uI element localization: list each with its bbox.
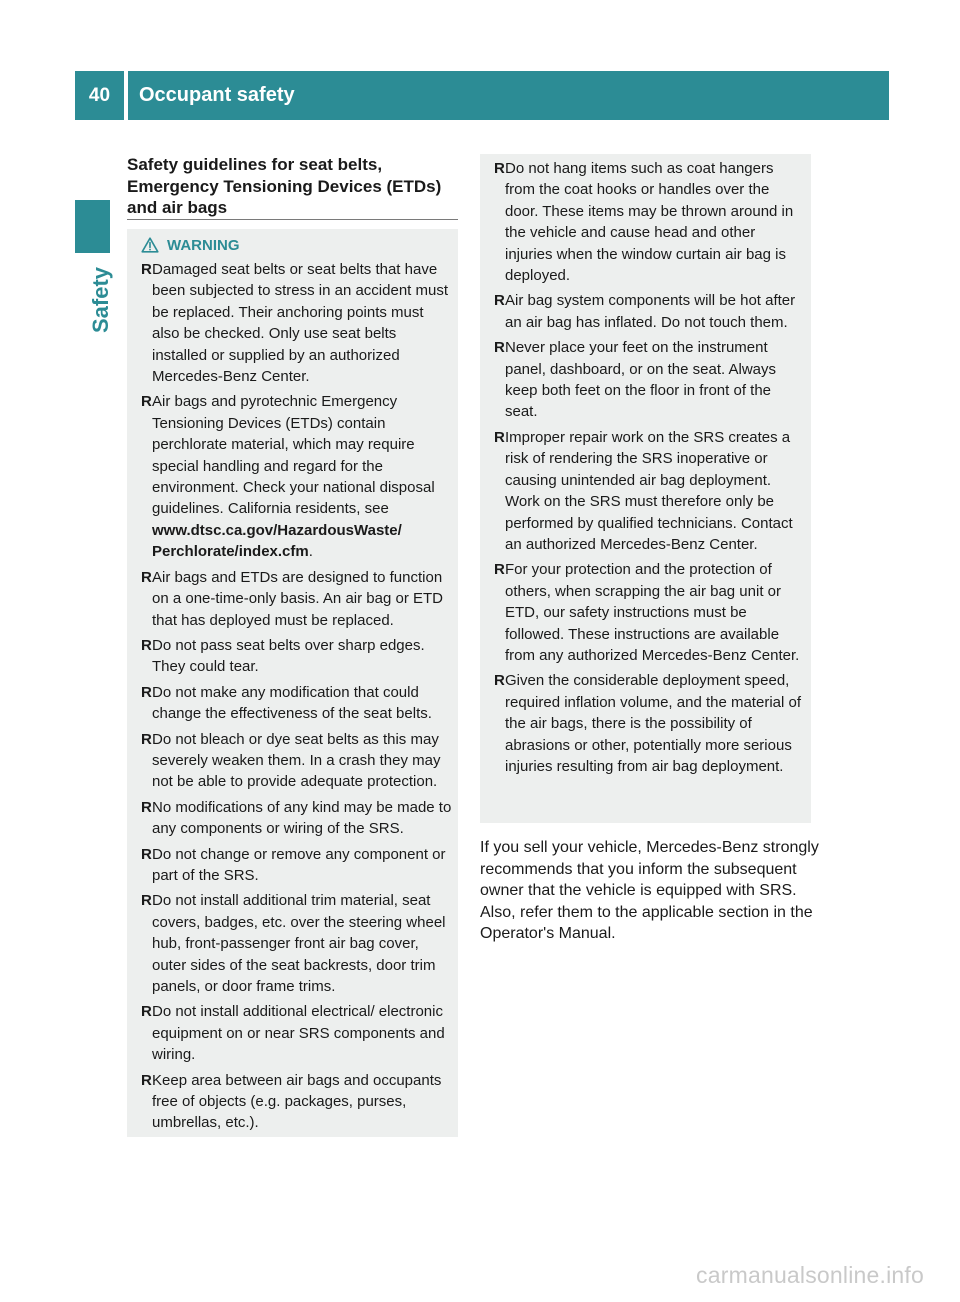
- list-item: [141, 635, 453, 678]
- page-number: 40: [88, 84, 111, 106]
- list-item-text: Improper repair work on the SRS creates a risk of rendering the SRS inoperative or causing unintended air bag deployment. Work on the SRS must therefore only be performed by qualified technicians. Contact an authorized Mercedes-Benz Center.: [505, 428, 793, 553]
- warning-triangle-icon: [141, 237, 159, 253]
- bullet-marker: R: [141, 683, 152, 701]
- bullet-marker: R: [141, 636, 152, 654]
- bullet-marker: R: [141, 261, 152, 278]
- section-title: [127, 154, 458, 219]
- bullet-marker: R: [494, 561, 505, 579]
- list-item: [141, 567, 453, 631]
- watermark: carmanualsonline.info: [696, 1262, 924, 1288]
- list-item-text: Do not make any modification that could change the effectiveness of the seat belts.: [152, 683, 432, 723]
- list-item: [141, 797, 453, 840]
- warning-list-continued: [494, 158, 806, 781]
- bullet-marker: R: [141, 845, 152, 863]
- list-item: [494, 290, 806, 333]
- section-title-line: and air bags: [127, 198, 228, 217]
- list-item: [141, 682, 453, 725]
- title-divider: [127, 219, 458, 220]
- side-tab-label: Safety: [88, 266, 113, 334]
- list-item: [494, 427, 806, 555]
- list-item-suffix: .: [308, 543, 313, 561]
- list-item-text: Do not install additional electrical/ electronic equipment on or near SRS components and wiring.: [152, 1003, 445, 1064]
- section-title-line: Safety guidelines for seat belts,: [127, 155, 383, 174]
- bullet-marker: R: [494, 292, 505, 310]
- bullet-marker: R: [494, 428, 505, 446]
- list-item: [494, 670, 806, 777]
- side-tab-marker: [75, 200, 110, 253]
- list-item: [141, 259, 453, 387]
- bullet-marker: R: [141, 1071, 152, 1089]
- list-item-text: No modifications of any kind may be made to any components or wiring of the SRS.: [152, 798, 452, 838]
- list-item-text: Air bags and ETDs are designed to function on a one-time-only basis. An air bag or ETD that has deployed must be replaced.: [152, 568, 443, 629]
- header-divider: [124, 71, 128, 120]
- list-item-text: Damaged seat belts or seat belts that have been subjected to stress in an accident must be replaced. Their anchoring points must also be checked. Only use seat belts installed or supplied by an authorized Mercedes-Benz Center.: [152, 261, 449, 386]
- list-item-text: Air bags and pyrotechnic Emergency Tensioning Devices (ETDs) contain perchlorate material, which may require special handling and regard for the environment. Check your national disposal guidelines. California residents, see: [152, 393, 435, 518]
- list-item: [494, 559, 806, 666]
- body-paragraph: If you sell your vehicle, Mercedes-Benz strongly recommends that you inform the subsequent owner that the vehicle is equipped with SRS. Also, refer them to the applicable section in the Operator's Manual.: [480, 839, 819, 943]
- bullet-marker: R: [494, 339, 505, 357]
- list-item-text: For your protection and the protection of others, when scrapping the air bag unit or ETD, our safety instructions must be followed. These instructions are available from any authorized Mercedes-Benz Center.: [505, 561, 800, 664]
- warning-heading: [141, 234, 240, 256]
- bullet-marker: R: [141, 393, 152, 411]
- list-item: [141, 391, 453, 562]
- warning-label: WARNING: [167, 236, 240, 254]
- bullet-marker: R: [141, 798, 152, 816]
- list-item-text: Do not pass seat belts over sharp edges. They could tear.: [152, 636, 425, 676]
- list-item-text: Air bag system components will be hot after an air bag has inflated. Do not touch them.: [505, 292, 796, 331]
- list-item-text: Do not bleach or dye seat belts as this may severely weaken them. In a crash they may not be able to provide adequate protection.: [152, 730, 441, 791]
- list-item: [141, 1001, 453, 1065]
- list-item: [494, 337, 806, 423]
- list-item: [141, 1070, 453, 1134]
- list-item: [141, 890, 453, 997]
- warning-list: [141, 259, 453, 1138]
- list-item: [494, 158, 806, 286]
- bullet-marker: R: [141, 892, 152, 910]
- bullet-marker: R: [494, 160, 505, 177]
- list-item-text: Do not hang items such as coat hangers from the coat hooks or handles over the door. These items may be thrown around in the vehicle and cause head and other injuries when the window curtain air bag is deployed.: [505, 160, 794, 285]
- chapter-title: Occupant safety: [139, 84, 295, 106]
- bullet-marker: R: [494, 672, 505, 690]
- list-item-text: Do not install additional trim material, seat covers, badges, etc. over the steering wheel hub, front-passenger front air bag cover, outer sides of the seat backrests, door trim panels, or door frame trims.: [152, 892, 446, 995]
- list-item-text: Never place your feet on the instrument panel, dashboard, or on the seat. Always keep both feet on the floor in front of the seat.: [505, 339, 777, 421]
- section-title-line: Emergency Tensioning Devices (ETDs): [127, 176, 442, 196]
- bullet-marker: R: [141, 1003, 152, 1021]
- bullet-marker: R: [141, 730, 152, 748]
- list-item-text: Given the considerable deployment speed, required inflation volume, and the material of the air bags, there is the possibility of abrasions or other, potentially more serious injuries resulting from air bag deployment.: [505, 672, 802, 775]
- list-item: [141, 729, 453, 793]
- reference-url: www.dtsc.ca.gov/HazardousWaste/ Perchlorate/index.cfm: [152, 521, 402, 561]
- list-item-text: Keep area between air bags and occupants free of objects (e.g. packages, purses, umbrellas, etc.).: [152, 1071, 442, 1132]
- list-item: [141, 844, 453, 887]
- bullet-marker: R: [141, 568, 152, 586]
- list-item-text: Do not change or remove any component or part of the SRS.: [152, 845, 446, 884]
